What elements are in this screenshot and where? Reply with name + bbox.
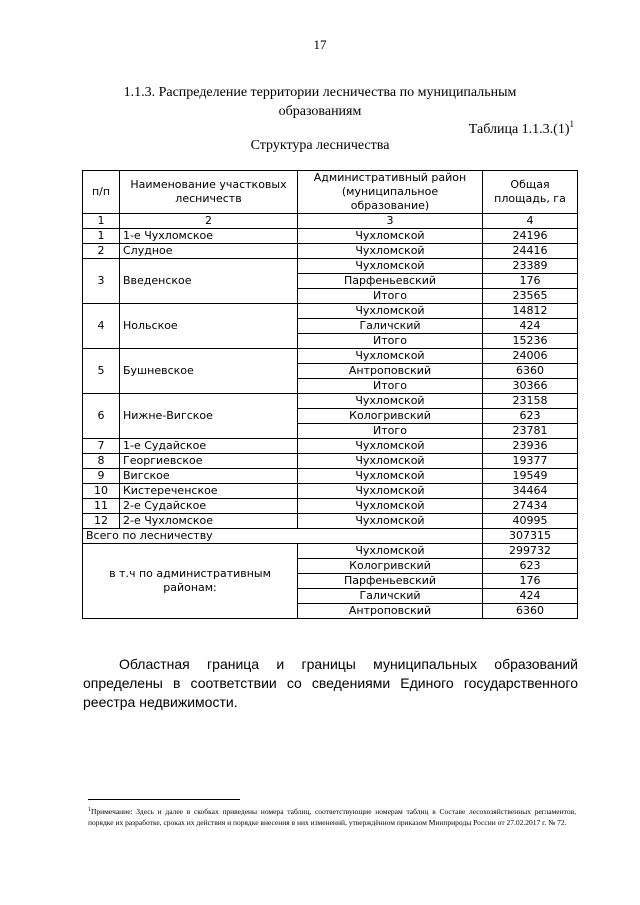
table-row (83, 484, 578, 499)
area-cell: 424 (483, 589, 578, 604)
district-cell: Чухломской (298, 394, 483, 409)
district-cell: Итого (298, 289, 483, 304)
district-cell: Галичский (298, 589, 483, 604)
column-number-cell: 2 (120, 214, 298, 229)
area-cell: 24416 (483, 244, 578, 259)
footnote-mark: 1 (88, 807, 91, 813)
table-caption-text: Таблица 1.1.3.(1) (468, 122, 570, 137)
page-number: 17 (313, 37, 327, 52)
district-cell: Чухломской (298, 514, 483, 529)
area-cell: 30366 (483, 379, 578, 394)
forestry-structure-table (82, 170, 578, 619)
column-number-cell: 1 (83, 214, 120, 229)
area-cell: 23781 (483, 424, 578, 439)
forestry-name-cell: Георгиевское (120, 454, 298, 469)
district-cell: Чухломской (298, 304, 483, 319)
row-number-cell: 8 (83, 454, 120, 469)
row-number-cell: 12 (83, 514, 120, 529)
footnote-text: Примечание: Здесь и далее в скобках приведены номера таблиц, соответствующие номерам таблиц в Составе лесохозяйственных регламентов, порядке их разработке, сроках их действия и порядке внесения в них изменений, утверждённом приказом Минприроды России от 27.02.2017 г. № 72. (88, 807, 576, 827)
table-row (83, 469, 578, 484)
total-row (83, 529, 578, 544)
row-number-cell: 7 (83, 439, 120, 454)
forestry-name-cell: Бушневское (120, 349, 298, 394)
district-cell: Кологривский (298, 559, 483, 574)
table-row (83, 454, 578, 469)
table-header-row (83, 171, 578, 214)
footnote-divider (88, 799, 240, 800)
district-cell: Галичский (298, 319, 483, 334)
row-number-cell: 3 (83, 259, 120, 304)
district-cell: Чухломской (298, 499, 483, 514)
district-cell: Чухломской (298, 544, 483, 559)
district-breakdown-row (83, 544, 578, 559)
area-cell: 19377 (483, 454, 578, 469)
row-number-cell: 1 (83, 229, 120, 244)
district-cell: Итого (298, 334, 483, 349)
district-cell: Чухломской (298, 469, 483, 484)
area-cell: 23158 (483, 394, 578, 409)
row-number-cell: 10 (83, 484, 120, 499)
forestry-name-cell: Введенское (120, 259, 298, 304)
forestry-name-cell: 1-е Чухломское (120, 229, 298, 244)
forestry-name-cell: Слудное (120, 244, 298, 259)
footnote (88, 805, 576, 828)
table-body (83, 214, 578, 619)
area-cell: 424 (483, 319, 578, 334)
forestry-name-cell: 2-е Чухломское (120, 514, 298, 529)
district-cell: Чухломской (298, 484, 483, 499)
area-cell: 623 (483, 559, 578, 574)
district-cell: Чухломской (298, 349, 483, 364)
area-cell: 14812 (483, 304, 578, 319)
row-number-cell: 2 (83, 244, 120, 259)
forestry-name-cell: 2-е Судайское (120, 499, 298, 514)
header-area: Общая площадь, га (483, 171, 578, 214)
header-district: Административный район (муниципальное образование) (298, 171, 483, 214)
header-number: п/п (83, 171, 120, 214)
district-cell: Чухломской (298, 454, 483, 469)
forestry-name-cell: Вигское (120, 469, 298, 484)
district-cell: Кологривский (298, 409, 483, 424)
area-cell: 176 (483, 574, 578, 589)
table-row (83, 439, 578, 454)
area-cell: 299732 (483, 544, 578, 559)
total-label-cell: Всего по лесничеству (83, 529, 483, 544)
total-area-cell: 307315 (483, 529, 578, 544)
district-cell: Антроповский (298, 604, 483, 619)
district-cell: Чухломской (298, 439, 483, 454)
row-number-cell: 4 (83, 304, 120, 349)
table-row (83, 229, 578, 244)
district-cell: Парфеньевский (298, 274, 483, 289)
section-heading: 1.1.3. Распределение территории лесничества по муниципальным образованиям (123, 85, 517, 119)
table-row (83, 259, 578, 274)
district-cell: Чухломской (298, 229, 483, 244)
row-number-cell: 5 (83, 349, 120, 394)
area-cell: 19549 (483, 469, 578, 484)
area-cell: 6360 (483, 364, 578, 379)
district-cell: Чухломской (298, 259, 483, 274)
forestry-name-cell: Кистереченское (120, 484, 298, 499)
table-row (83, 304, 578, 319)
area-cell: 40995 (483, 514, 578, 529)
district-cell: Антроповский (298, 364, 483, 379)
forestry-name-cell: Нижне-Вигское (120, 394, 298, 439)
area-cell: 623 (483, 409, 578, 424)
header-forestry-name: Наименование участковых лесничеств (120, 171, 298, 214)
table-row (83, 349, 578, 364)
area-cell: 27434 (483, 499, 578, 514)
district-cell: Итого (298, 379, 483, 394)
column-number-cell: 4 (483, 214, 578, 229)
forestry-name-cell: Нольское (120, 304, 298, 349)
column-number-cell: 3 (298, 214, 483, 229)
district-breakdown-label-cell: в т.ч по административным районам: (83, 544, 298, 619)
area-cell: 34464 (483, 484, 578, 499)
forestry-name-cell: 1-е Судайское (120, 439, 298, 454)
row-number-cell: 9 (83, 469, 120, 484)
table-caption (469, 119, 574, 138)
table-row (83, 394, 578, 409)
area-cell: 23389 (483, 259, 578, 274)
area-cell: 6360 (483, 604, 578, 619)
area-cell: 176 (483, 274, 578, 289)
area-cell: 23936 (483, 439, 578, 454)
body-paragraph: Областная граница и границы муниципальных образований определены в соответствии со сведениями Единого государственного реестра недвижимости. (83, 656, 578, 710)
table-row (83, 499, 578, 514)
column-number-row (83, 214, 578, 229)
district-cell: Итого (298, 424, 483, 439)
area-cell: 15236 (483, 334, 578, 349)
area-cell: 24006 (483, 349, 578, 364)
area-cell: 23565 (483, 289, 578, 304)
table-row (83, 514, 578, 529)
table-row (83, 244, 578, 259)
area-cell: 24196 (483, 229, 578, 244)
row-number-cell: 6 (83, 394, 120, 439)
district-cell: Парфеньевский (298, 574, 483, 589)
table-caption-footnote-mark: 1 (569, 119, 574, 129)
row-number-cell: 11 (83, 499, 120, 514)
district-cell: Чухломской (298, 244, 483, 259)
table-title: Структура лесничества (250, 138, 390, 153)
